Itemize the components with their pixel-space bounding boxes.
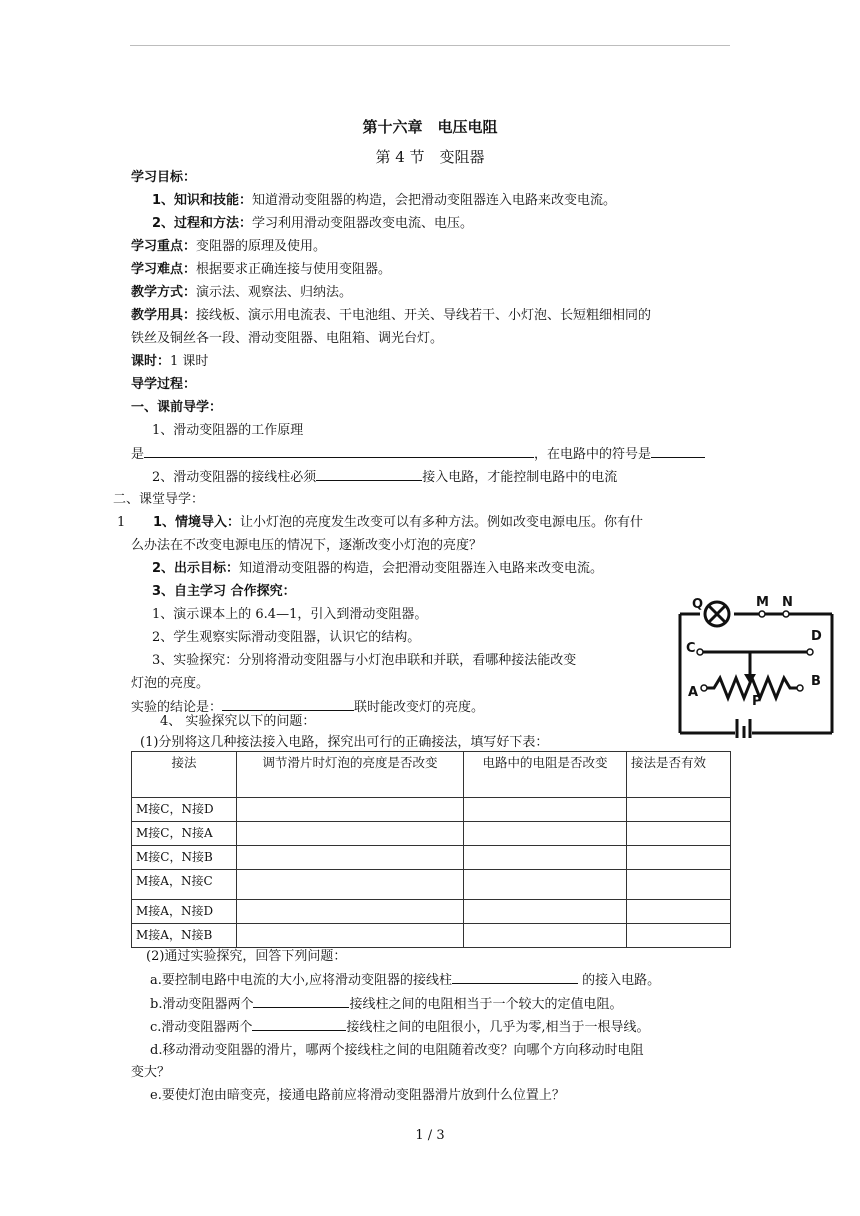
class-step1-cont: 么办法在不改变电源电压的情况下，逐渐改变小灯泡的亮度？ bbox=[131, 538, 483, 553]
question-c bbox=[150, 1018, 650, 1036]
table-cell-blank[interactable] bbox=[237, 924, 464, 948]
table-cell-method: M接C，N接B bbox=[132, 846, 237, 870]
question-b bbox=[150, 995, 622, 1013]
circuit-diagram bbox=[660, 588, 835, 738]
header-rule bbox=[130, 45, 730, 46]
class-step3: 3、自主学习 合作探究： bbox=[152, 584, 296, 599]
step3-item2: 2、学生观察实际滑动变阻器，认识它的结构。 bbox=[152, 630, 421, 645]
teaching-tools bbox=[131, 307, 651, 324]
table-cell-blank[interactable] bbox=[464, 900, 627, 924]
terminal-blank[interactable] bbox=[316, 468, 422, 481]
table-cell-blank[interactable] bbox=[464, 924, 627, 948]
step4: 4、 实验探究以下的问题： bbox=[160, 714, 316, 729]
terminal-n bbox=[783, 611, 789, 617]
principle-blank[interactable] bbox=[144, 445, 534, 458]
question-a bbox=[150, 971, 660, 989]
step3-item3: 3、实验探究：分别将滑动变阻器与小灯泡串联和并联，看哪种接法能改变 bbox=[152, 653, 577, 668]
question-d: d.移动滑动变阻器的滑片，哪两个接线柱之间的电阻随着改变？向哪个方向移动时电阻 bbox=[150, 1043, 644, 1058]
label-c: C bbox=[686, 641, 696, 656]
table-row bbox=[132, 870, 731, 900]
table-row bbox=[132, 822, 731, 846]
table-cell-blank[interactable] bbox=[627, 870, 731, 900]
table-cell-blank[interactable] bbox=[627, 846, 731, 870]
table-cell-blank[interactable] bbox=[627, 798, 731, 822]
label-m: M bbox=[756, 595, 769, 610]
table-cell-method: M接A，N接C bbox=[132, 870, 237, 900]
pre-q1-blanks bbox=[131, 445, 705, 463]
difficult-point-label: 学习难点： bbox=[131, 262, 197, 277]
difficult-point bbox=[131, 261, 391, 278]
key-point-text: 变阻器的原理及使用。 bbox=[196, 239, 327, 254]
table-header: 调节滑片时灯泡的亮度是否改变 bbox=[237, 752, 464, 798]
terminal-b bbox=[797, 685, 803, 691]
label-a: A bbox=[688, 685, 699, 700]
table-header: 接法 bbox=[132, 752, 237, 798]
teaching-method bbox=[131, 284, 352, 301]
step4-sub1: (1)分别将这几种接法接入电路，探究出可行的正确接法，填写好下表： bbox=[140, 735, 549, 750]
process-heading: 导学过程： bbox=[131, 377, 197, 392]
step3-item1: 1、演示课本上的 6.4—1，引入到滑动变阻器。 bbox=[152, 607, 428, 622]
teaching-tools-cont: 铁丝及铜丝各一段、滑动变阻器、电阻箱、调光台灯。 bbox=[131, 331, 444, 346]
pre-q1-start: 是 bbox=[131, 447, 145, 462]
pre-q2-start: 2、滑动变阻器的接线柱必须 bbox=[152, 470, 317, 485]
terminal-m bbox=[759, 611, 765, 617]
conclusion-blank[interactable] bbox=[222, 698, 354, 711]
table-cell-blank[interactable] bbox=[627, 924, 731, 948]
table-cell-blank[interactable] bbox=[627, 822, 731, 846]
page-number: 1 / 3 bbox=[415, 1128, 445, 1143]
class-hours-text: 1 课时 bbox=[170, 354, 209, 369]
pre-q1: 1、滑动变阻器的工作原理 bbox=[152, 423, 304, 438]
table-cell-blank[interactable] bbox=[464, 846, 627, 870]
teaching-tools-text: 接线板、演示用电流表、干电池组、开关、导线若干、小灯泡、长短粗细相同的 bbox=[196, 308, 652, 323]
goal-knowledge bbox=[152, 192, 616, 209]
goals-heading: 学习目标： bbox=[131, 170, 197, 185]
step1-label: 1、情境导入： bbox=[153, 515, 241, 530]
teaching-method-label: 教学方式： bbox=[131, 285, 197, 300]
step2-label: 2、出示目标： bbox=[152, 561, 240, 576]
pre-q2 bbox=[152, 468, 617, 486]
table-cell-blank[interactable] bbox=[464, 822, 627, 846]
table-row bbox=[132, 798, 731, 822]
question-b-start: b.滑动变阻器两个 bbox=[150, 997, 254, 1012]
table-header: 接法是否有效 bbox=[627, 752, 731, 798]
table-cell-blank[interactable] bbox=[464, 870, 627, 900]
table-row bbox=[132, 924, 731, 948]
question-a-start: a.要控制电路中电流的大小,应将滑动变阻器的接线柱 bbox=[150, 973, 453, 988]
terminal-d bbox=[807, 649, 813, 655]
key-point-label: 学习重点： bbox=[131, 239, 197, 254]
class-hours bbox=[131, 353, 208, 370]
difficult-point-text: 根据要求正确连接与使用变阻器。 bbox=[196, 262, 392, 277]
question-a-end: 的接入电路。 bbox=[578, 973, 661, 988]
goal-process-label: 2、过程和方法： bbox=[152, 216, 253, 231]
question-c-blank[interactable] bbox=[252, 1018, 346, 1031]
questions-intro: (2)通过实验探究，回答下列问题： bbox=[146, 949, 347, 964]
table-header: 电路中的电阻是否改变 bbox=[464, 752, 627, 798]
table-cell-blank[interactable] bbox=[627, 900, 731, 924]
table-cell-method: M接A，N接B bbox=[132, 924, 237, 948]
question-c-start: c.滑动变阻器两个 bbox=[150, 1020, 253, 1035]
list-number: 1 bbox=[117, 515, 126, 530]
table-header-row bbox=[132, 752, 731, 798]
question-a-blank[interactable] bbox=[452, 971, 578, 984]
table-cell-blank[interactable] bbox=[237, 798, 464, 822]
pre-q2-end: 接入电路，才能控制电路中的电流 bbox=[422, 470, 618, 485]
label-d: D bbox=[811, 629, 822, 644]
label-q: Q bbox=[692, 597, 704, 612]
table-cell-method: M接C，N接D bbox=[132, 798, 237, 822]
step2-text: 知道滑动变阻器的构造，会把滑动变阻器连入电路来改变电流。 bbox=[239, 561, 604, 576]
table-cell-blank[interactable] bbox=[237, 846, 464, 870]
table-cell-blank[interactable] bbox=[237, 822, 464, 846]
question-d-cont: 变大？ bbox=[131, 1065, 171, 1080]
goal-knowledge-label: 1、知识和技能： bbox=[152, 193, 253, 208]
class-step2 bbox=[152, 560, 603, 577]
symbol-blank[interactable] bbox=[651, 445, 705, 458]
terminal-a bbox=[701, 685, 707, 691]
question-e: e.要使灯泡由暗变亮，接通电路前应将滑动变阻器滑片放到什么位置上？ bbox=[150, 1088, 565, 1103]
conclusion-start: 实验的结论是： bbox=[131, 700, 223, 715]
terminal-c bbox=[697, 649, 703, 655]
table-cell-method: M接A，N接D bbox=[132, 900, 237, 924]
step3-item3-cont: 灯泡的亮度。 bbox=[131, 676, 210, 691]
connection-table bbox=[131, 751, 731, 948]
goal-knowledge-text: 知道滑动变阻器的构造，会把滑动变阻器连入电路来改变电流。 bbox=[252, 193, 617, 208]
conclusion-end: 联时能改变灯的亮度。 bbox=[354, 700, 485, 715]
pre-heading: 一、课前导学： bbox=[131, 400, 223, 415]
table-cell-blank[interactable] bbox=[237, 870, 464, 900]
table-cell-method: M接C，N接A bbox=[132, 822, 237, 846]
table-row bbox=[132, 900, 731, 924]
table-cell-blank[interactable] bbox=[237, 900, 464, 924]
key-point bbox=[131, 238, 326, 255]
pre-q1-mid: ，在电路中的符号是 bbox=[534, 447, 652, 462]
goal-process-text: 学习利用滑动变阻器改变电流、电压。 bbox=[252, 216, 474, 231]
chapter-title: 第十六章 电压电阻 bbox=[362, 118, 498, 136]
question-b-blank[interactable] bbox=[253, 995, 349, 1008]
question-c-end: 接线柱之间的电阻很小，几乎为零,相当于一根导线。 bbox=[346, 1020, 650, 1035]
teaching-method-text: 演示法、观察法、归纳法。 bbox=[196, 285, 353, 300]
label-b: B bbox=[811, 674, 821, 689]
class-heading: 二、课堂导学： bbox=[113, 492, 205, 507]
table-row bbox=[132, 846, 731, 870]
step1-text: 让小灯泡的亮度发生改变可以有多种方法。例如改变电源电压。你有什 bbox=[240, 515, 644, 530]
section-title: 第 4 节 变阻器 bbox=[375, 148, 485, 166]
goal-process bbox=[152, 215, 473, 232]
table-cell-blank[interactable] bbox=[464, 798, 627, 822]
question-b-end: 接线柱之间的电阻相当于一个较大的定值电阻。 bbox=[349, 997, 623, 1012]
class-step1 bbox=[117, 514, 643, 531]
class-hours-label: 课时： bbox=[131, 354, 171, 369]
teaching-tools-label: 教学用具： bbox=[131, 308, 197, 323]
label-n: N bbox=[782, 595, 793, 610]
label-p: P bbox=[752, 694, 762, 709]
